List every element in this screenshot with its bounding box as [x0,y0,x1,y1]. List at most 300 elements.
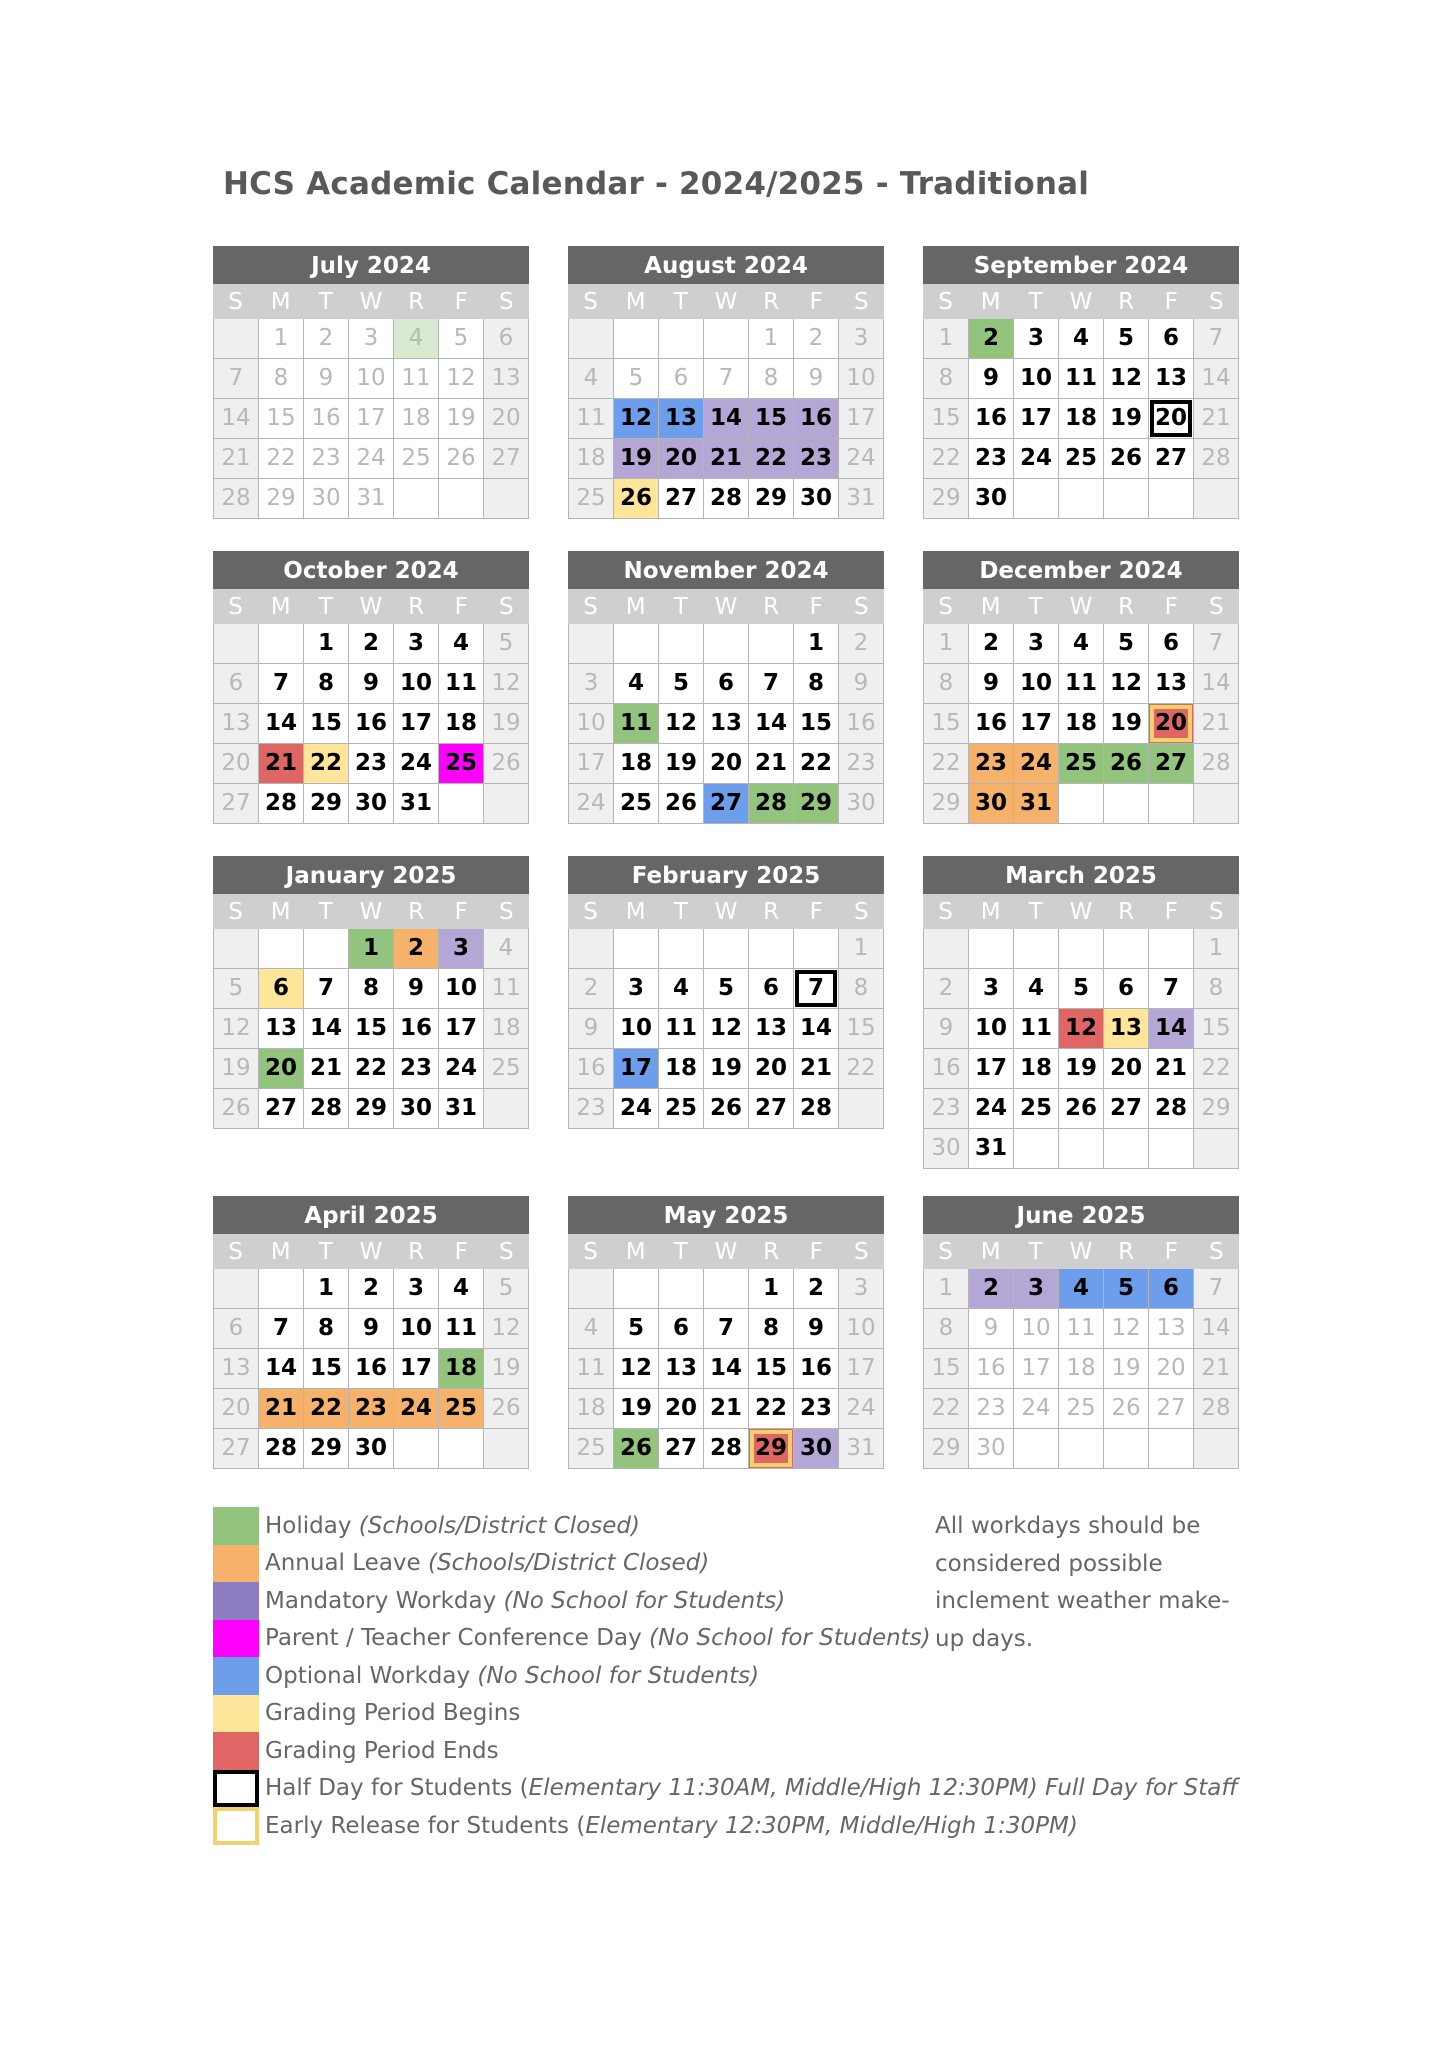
weekday-header [923,1234,1239,1269]
day-cell: 1 [1194,929,1239,968]
day-cell: 28 [1194,744,1239,783]
day-cell: 23 [349,744,394,783]
weekday-header [923,589,1239,624]
week-row [569,439,884,479]
day-cell: 16 [794,1349,839,1388]
week-row [924,969,1239,1009]
day-cell: 10 [1014,1309,1059,1348]
weekday-letter: F [454,289,468,315]
day-cell: 5 [614,359,659,398]
week-row [569,1269,884,1309]
week-row [924,1049,1239,1089]
day-cell: 17 [1014,1349,1059,1388]
day-cell: 11 [394,359,439,398]
day-cell: 19 [614,439,659,478]
day-cell: 30 [924,1129,969,1168]
week-row [924,664,1239,704]
weekday-header [923,894,1239,929]
day-cell: 3 [1014,319,1059,358]
day-cell: 6 [704,664,749,703]
day-cell: 29 [259,479,304,518]
day-cell: 14 [1194,664,1239,703]
empty-cell [439,784,484,823]
day-cell: 27 [1149,439,1194,478]
week-row [214,1009,529,1049]
empty-cell [704,1269,749,1308]
empty-cell [214,319,259,358]
page-title: HCS Academic Calendar - 2024/2025 - Traditional [223,166,1090,202]
week-row [569,1049,884,1089]
day-cell: 17 [969,1049,1014,1088]
day-cell: 27 [1149,1389,1194,1428]
weekday-letter: M [980,899,1001,925]
day-cell: 22 [924,1389,969,1428]
legend-item [213,1807,1238,1845]
day-cell: 30 [349,784,394,823]
day-cell: 6 [749,969,794,1008]
day-cell: 17 [839,399,884,438]
day-cell: 25 [659,1089,704,1128]
weekday-header [213,284,529,319]
empty-cell [659,624,704,663]
day-cell: 18 [614,744,659,783]
week-row [569,704,884,744]
empty-cell [659,1269,704,1308]
day-cell: 23 [924,1089,969,1128]
week-row [924,1389,1239,1429]
weekday-letter: S [938,899,953,925]
day-cell: 11 [439,664,484,703]
day-cell: 11 [614,704,659,743]
day-cell: 24 [969,1089,1014,1128]
day-cell: 17 [614,1049,659,1088]
day-cell: 16 [394,1009,439,1048]
day-cell: 24 [614,1089,659,1128]
day-cell: 9 [569,1009,614,1048]
weekday-letter: S [583,289,598,315]
day-cell: 22 [1194,1049,1239,1088]
empty-cell [569,929,614,968]
empty-cell [214,929,259,968]
weekday-letter: F [1164,1239,1178,1265]
day-cell: 29 [924,1429,969,1468]
empty-cell [569,319,614,358]
day-cell: 28 [1194,439,1239,478]
day-cell: 12 [214,1009,259,1048]
weekday-letter: M [980,594,1001,620]
day-cell: 23 [394,1049,439,1088]
day-cell: 14 [704,1349,749,1388]
day-cell: 17 [839,1349,884,1388]
day-cell: 31 [439,1089,484,1128]
empty-cell [439,479,484,518]
weather-note: All workdays should be considered possible inclement weather make-up days. [935,1513,1230,1652]
day-cell: 27 [214,784,259,823]
weekday-letter: W [1069,594,1093,620]
day-cell: 9 [924,1009,969,1048]
weekday-letter: W [1069,899,1093,925]
day-cell: 15 [749,399,794,438]
empty-cell [1194,784,1239,823]
day-cell: 28 [749,784,794,823]
day-cell: 15 [749,1349,794,1388]
day-cell: 14 [304,1009,349,1048]
month-calendar [923,551,1239,824]
day-cell: 18 [484,1009,529,1048]
day-cell: 29 [749,479,794,518]
week-row [569,319,884,359]
empty-cell [484,1429,529,1468]
weekday-letter: R [763,1239,780,1265]
week-row [924,1129,1239,1169]
empty-cell [1059,784,1104,823]
empty-cell [484,479,529,518]
day-cell: 4 [614,664,659,703]
day-cell: 27 [1104,1089,1149,1128]
month-calendar [213,246,529,519]
weekday-letter: M [625,899,646,925]
week-row [924,1089,1239,1129]
week-row [214,1089,529,1129]
day-cell: 27 [659,479,704,518]
day-cell: 2 [304,319,349,358]
day-cell: 5 [1104,624,1149,663]
day-cell: 15 [1194,1009,1239,1048]
empty-cell [924,929,969,968]
day-cell: 31 [1014,784,1059,823]
day-cell: 3 [569,664,614,703]
empty-cell [1059,1429,1104,1468]
day-cell: 4 [569,1309,614,1348]
legend-label: Half Day for Students (Elementary 11:30AM, Middle/High 12:30PM) Full Day for Staff [265,1775,1238,1802]
day-cell: 9 [839,664,884,703]
day-cell: 17 [569,744,614,783]
week-row [569,479,884,519]
legend-swatch [213,1807,259,1845]
day-cell: 19 [1104,704,1149,743]
legend-swatch [213,1657,259,1695]
day-cell: 12 [1059,1009,1104,1048]
day-cell: 30 [839,784,884,823]
day-cell: 10 [1014,664,1059,703]
weekday-letter: T [673,899,688,925]
weekday-letter: S [938,1239,953,1265]
month-calendar [923,246,1239,519]
day-cell: 12 [484,664,529,703]
day-cell: 6 [1104,969,1149,1008]
legend-note: (No School for Students) [477,1662,760,1689]
day-cell: 25 [439,744,484,783]
weekday-letter: R [408,899,425,925]
day-cell: 26 [439,439,484,478]
day-cell: 25 [1014,1089,1059,1128]
week-row [214,479,529,519]
empty-cell [259,624,304,663]
legend-label: Optional Workday (No School for Students) [265,1662,760,1689]
week-row [214,744,529,784]
day-cell: 8 [924,359,969,398]
day-cell: 9 [304,359,349,398]
week-row [569,1389,884,1429]
day-cell: 22 [349,1049,394,1088]
empty-cell [704,929,749,968]
day-cell: 2 [394,929,439,968]
day-cell: 29 [1194,1089,1239,1128]
day-cell: 20 [704,744,749,783]
day-cell: 10 [394,664,439,703]
day-cell: 11 [1059,1309,1104,1348]
day-cell: 14 [749,704,794,743]
empty-cell [259,1269,304,1308]
month-calendar [213,551,529,824]
day-cell: 3 [1014,624,1059,663]
day-cell: 9 [394,969,439,1008]
day-cell: 9 [969,664,1014,703]
legend-note: (No School for Students) [649,1625,931,1652]
weekday-letter: S [228,899,243,925]
legend-item [213,1770,1238,1808]
day-cell: 21 [1194,1349,1239,1388]
weekday-letter: S [583,594,598,620]
day-cell: 21 [304,1049,349,1088]
weekday-letter: F [454,899,468,925]
day-cell: 3 [614,969,659,1008]
day-cell: 1 [304,624,349,663]
day-cell: 25 [569,479,614,518]
weekday-letter: F [809,1239,823,1265]
month-title: May 2025 [568,1196,884,1234]
day-cell: 24 [439,1049,484,1088]
month-calendar [213,1196,529,1469]
month-calendar [568,1196,884,1469]
day-cell: 5 [1104,319,1149,358]
day-cell: 1 [794,624,839,663]
day-cell: 30 [969,479,1014,518]
day-cell: 31 [349,479,394,518]
day-cell: 1 [749,1269,794,1308]
weekday-letter: S [938,289,953,315]
day-cell: 21 [1194,399,1239,438]
day-cell: 16 [304,399,349,438]
week-row [214,399,529,439]
empty-cell [749,929,794,968]
day-cell: 23 [569,1089,614,1128]
weekday-letter: F [1164,899,1178,925]
legend-label: Grading Period Begins [265,1700,521,1727]
day-cell: 3 [439,929,484,968]
day-cell: 4 [1059,624,1104,663]
legend-label: Early Release for Students (Elementary 12:30PM, Middle/High 1:30PM) [265,1812,1078,1839]
weekday-letter: S [583,1239,598,1265]
empty-cell [1104,479,1149,518]
empty-cell [214,624,259,663]
day-cell: 20 [484,399,529,438]
day-cell: 15 [304,1349,349,1388]
day-cell: 24 [839,439,884,478]
day-cell: 19 [484,1349,529,1388]
day-cell: 12 [439,359,484,398]
legend-label: Parent / Teacher Conference Day (No School for Students) [265,1625,931,1652]
week-row [214,784,529,824]
legend-swatch [213,1545,259,1583]
day-cell: 7 [794,969,839,1008]
week-row [569,399,884,439]
day-cell: 3 [394,624,439,663]
day-cell: 8 [794,664,839,703]
week-row [569,359,884,399]
day-cell: 26 [1104,744,1149,783]
empty-cell [569,1269,614,1308]
empty-cell [1104,784,1149,823]
day-cell: 4 [394,319,439,358]
empty-cell [1149,1129,1194,1168]
day-cell: 23 [349,1389,394,1428]
day-cell: 3 [1014,1269,1059,1308]
day-cell: 9 [969,1309,1014,1348]
weekday-letter: S [499,1239,514,1265]
day-cell: 3 [349,319,394,358]
day-cell: 20 [659,439,704,478]
empty-cell [1194,1429,1239,1468]
legend-swatch [213,1582,259,1620]
weekday-letter: S [228,1239,243,1265]
day-cell: 7 [304,969,349,1008]
day-cell: 10 [439,969,484,1008]
day-cell: 4 [439,1269,484,1308]
month-calendar [213,856,529,1129]
empty-cell [1149,929,1194,968]
empty-cell [794,929,839,968]
weekday-letter: T [1028,594,1043,620]
month-title: November 2024 [568,551,884,589]
weekday-letter: R [408,1239,425,1265]
day-cell: 13 [214,704,259,743]
day-cell: 4 [1014,969,1059,1008]
day-cell: 1 [749,319,794,358]
day-cell: 12 [1104,664,1149,703]
empty-cell [1059,929,1104,968]
day-cell: 27 [749,1089,794,1128]
weekday-letter: F [809,289,823,315]
day-cell: 14 [259,704,304,743]
day-cell: 30 [969,784,1014,823]
day-cell: 14 [259,1349,304,1388]
day-cell: 8 [304,664,349,703]
day-cell: 26 [1104,1389,1149,1428]
day-cell: 9 [349,1309,394,1348]
day-cell: 10 [839,359,884,398]
day-cell: 18 [439,1349,484,1388]
empty-cell [1014,929,1059,968]
legend-note: Elementary 12:30PM, Middle/High 1:30PM) [585,1812,1078,1839]
day-cell: 8 [1194,969,1239,1008]
day-cell: 7 [1149,969,1194,1008]
month-calendar [568,551,884,824]
day-cell: 5 [1104,1269,1149,1308]
day-cell: 11 [1059,359,1104,398]
day-cell: 4 [484,929,529,968]
empty-cell [614,1269,659,1308]
day-cell: 28 [259,784,304,823]
day-cell: 16 [794,399,839,438]
weekday-letter: S [1209,594,1224,620]
week-row [569,624,884,664]
day-cell: 7 [704,359,749,398]
empty-cell [1104,929,1149,968]
week-row [569,1009,884,1049]
weekday-letter: W [359,289,383,315]
day-cell: 12 [1104,1309,1149,1348]
day-cell: 3 [839,1269,884,1308]
week-row [214,359,529,399]
week-row [924,784,1239,824]
day-cell: 18 [1014,1049,1059,1088]
day-cell: 18 [569,439,614,478]
empty-cell [1059,1129,1104,1168]
weekday-letter: W [359,594,383,620]
week-row [924,1009,1239,1049]
day-cell: 28 [304,1089,349,1128]
day-cell: 27 [214,1429,259,1468]
legend-item [213,1732,1238,1770]
day-cell: 22 [924,439,969,478]
week-row [924,1309,1239,1349]
weekday-letter: F [454,594,468,620]
day-cell: 28 [794,1089,839,1128]
day-cell: 18 [1059,704,1104,743]
weekday-letter: T [318,1239,333,1265]
day-cell: 7 [214,359,259,398]
day-cell: 19 [614,1389,659,1428]
day-cell: 25 [439,1389,484,1428]
day-cell: 16 [349,1349,394,1388]
month-title: March 2025 [923,856,1239,894]
weekday-header [213,894,529,929]
day-cell: 17 [1014,399,1059,438]
week-row [924,1429,1239,1469]
day-cell: 21 [1194,704,1239,743]
day-cell: 10 [839,1309,884,1348]
weekday-letter: T [1028,289,1043,315]
day-cell: 7 [749,664,794,703]
weekday-letter: M [625,289,646,315]
empty-cell [1149,1429,1194,1468]
day-cell: 19 [659,744,704,783]
day-cell: 3 [394,1269,439,1308]
day-cell: 13 [749,1009,794,1048]
month-calendar [568,246,884,519]
day-cell: 9 [969,359,1014,398]
day-cell: 23 [969,1389,1014,1428]
day-cell: 28 [214,479,259,518]
day-cell: 19 [1104,399,1149,438]
month-title: October 2024 [213,551,529,589]
day-cell: 14 [794,1009,839,1048]
day-cell: 16 [924,1049,969,1088]
empty-cell [304,929,349,968]
day-cell: 29 [304,1429,349,1468]
day-cell: 15 [349,1009,394,1048]
weekday-letter: M [980,289,1001,315]
day-cell: 31 [839,1429,884,1468]
day-cell: 24 [349,439,394,478]
week-row [924,1269,1239,1309]
day-cell: 23 [969,439,1014,478]
week-row [214,319,529,359]
legend-label: Holiday (Schools/District Closed) [265,1512,640,1539]
day-cell: 23 [794,1389,839,1428]
day-cell: 22 [749,439,794,478]
